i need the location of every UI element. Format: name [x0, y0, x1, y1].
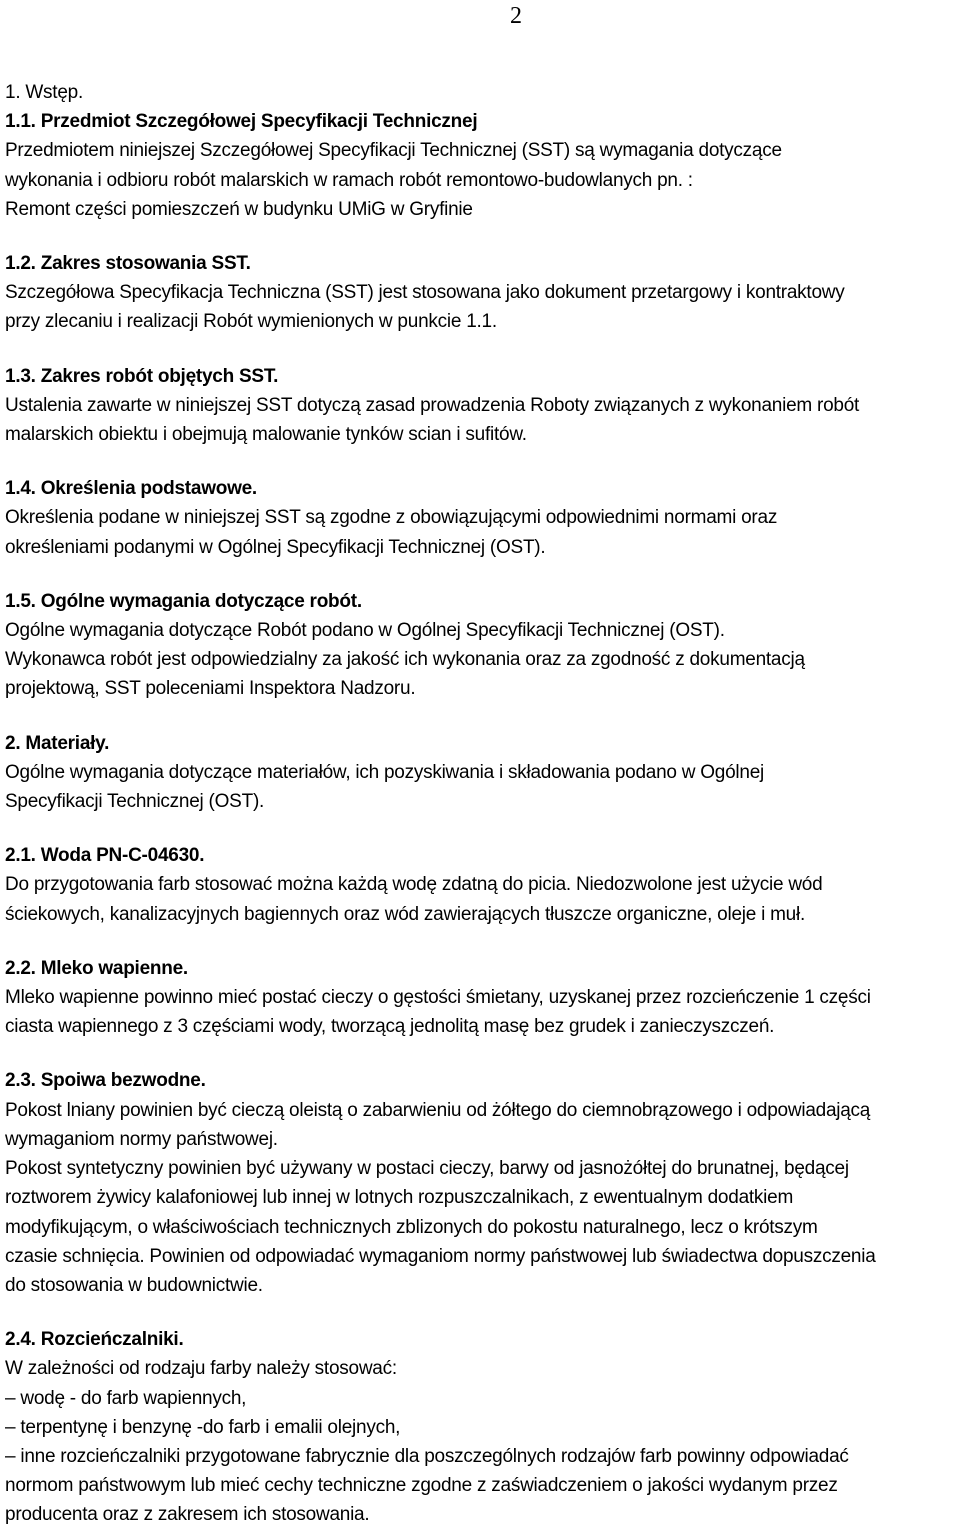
section-heading-1-2: 1.2. Zakres stosowania SST.	[5, 253, 251, 275]
section-heading-2-4: 2.4. Rozcieńczalniki.	[5, 1329, 184, 1351]
paragraph-line: Przedmiotem niniejszej Szczegółowej Specyfikacji Technicznej (SST) są wymagania dotyczące	[5, 140, 782, 162]
paragraph-line: Do przygotowania farb stosować można każdą wodę zdatną do picia. Niedozwolone jest użycie wód	[5, 874, 823, 896]
spacer	[5, 224, 957, 249]
paragraph-line: normom państwowym lub mieć cechy techniczne zgodne z zaświadczeniem o jakości wydanym przez	[5, 1475, 838, 1497]
section-heading-2-1: 2.1. Woda PN-C-04630.	[5, 845, 205, 867]
list-item: – wodę - do farb wapiennych,	[5, 1387, 247, 1409]
spacer	[5, 1300, 957, 1325]
section-heading-1-1: 1.1. Przedmiot Szczegółowej Specyfikacji Technicznej	[5, 111, 478, 133]
paragraph-line: projektową, SST poleceniami Inspektora Nadzoru.	[5, 678, 416, 700]
paragraph-line: producenta oraz z zakresem ich stosowania.	[5, 1504, 370, 1526]
spacer	[5, 1041, 957, 1066]
document-body	[5, 78, 957, 1530]
section-heading-2-2: 2.2. Mleko wapienne.	[5, 957, 188, 979]
paragraph-line: Mleko wapienne powinno mieć postać cieczy o gęstości śmietany, uzyskanej przez rozcieńczenie 1 części	[5, 987, 871, 1009]
document-page	[5, 0, 957, 1531]
paragraph-line: malarskich obiektu i obejmują malowanie tynków scian i sufitów.	[5, 424, 527, 446]
list-item: – inne rozcieńczalniki przygotowane fabrycznie dla poszczególnych rodzajów farb powinny odpowiadać	[5, 1445, 849, 1467]
section-heading-1-5: 1.5. Ogólne wymagania dotyczące robót.	[5, 590, 362, 612]
paragraph-line: ciasta wapiennego z 3 częściami wody, tworzącą jednolitą masę bez grudek i zanieczyszczeń.	[5, 1016, 775, 1038]
paragraph-line: Remont części pomieszczeń w budynku UMiG w Gryfinie	[5, 198, 473, 220]
paragraph-line: określeniami podanymi w Ogólnej Specyfikacji Technicznej (OST).	[5, 536, 546, 558]
paragraph-line: Ogólne wymagania dotyczące Robót podano w Ogólnej Specyfikacji Technicznej (OST).	[5, 620, 725, 642]
paragraph-line: Pokost syntetyczny powinien być używany w postaci cieczy, barwy od jasnożółtej do brunatnej, będącej	[5, 1158, 849, 1180]
section-heading-1-4: 1.4. Określenia podstawowe.	[5, 478, 257, 500]
section-heading-1: 1. Wstęp.	[5, 82, 83, 103]
paragraph-line: W zależności od rodzaju farby należy stosować:	[5, 1358, 397, 1380]
paragraph-line: roztworem żywicy kalafoniowej lub innej w lotnych rozpuszczalnikach, z ewentualnym dodatkiem	[5, 1187, 794, 1209]
section-heading-2-3: 2.3. Spoiwa bezwodne.	[5, 1070, 206, 1092]
section-heading-1-3: 1.3. Zakres robót objętych SST.	[5, 365, 279, 387]
list-item: – terpentynę i benzynę -do farb i emalii olejnych,	[5, 1416, 401, 1438]
paragraph-line: do stosowania w budownictwie.	[5, 1274, 263, 1296]
page-number: 2	[510, 3, 522, 29]
paragraph-line: przy zlecaniu i realizacji Robót wymienionych w punkcie 1.1.	[5, 311, 497, 333]
paragraph-line: ściekowych, kanalizacyjnych bagiennych oraz wód zawierających tłuszcze organiczne, oleje i muł.	[5, 903, 805, 925]
paragraph-line: czasie schnięcia. Powinien od odpowiadać wymaganiom normy państwowej lub świadectwa dopuszczenia	[5, 1245, 876, 1267]
paragraph-line: Ogólne wymagania dotyczące materiałów, ich pozyskiwania i składowania podano w Ogólnej	[5, 761, 764, 783]
paragraph-line: Specyfikacji Technicznej (OST).	[5, 791, 265, 813]
paragraph-line: wykonania i odbioru robót malarskich w ramach robót remontowo-budowlanych pn. :	[5, 169, 693, 191]
paragraph-line: modyfikującym, o właściwościach technicznych zblizonych do pokostu naturalnego, lecz o krótszym	[5, 1216, 818, 1238]
paragraph-line: Określenia podane w niniejszej SST są zgodne z obowiązującymi odpowiednimi normami oraz	[5, 507, 778, 529]
paragraph-line: Szczegółowa Specyfikacja Techniczna (SST) jest stosowana jako dokument przetargowy i kontraktowy	[5, 282, 845, 304]
spacer	[5, 562, 957, 587]
paragraph-line: Pokost lniany powinien być cieczą oleistą o zabarwieniu od żółtego do ciemnobrązowego i odpowiadającą	[5, 1099, 871, 1121]
spacer	[5, 704, 957, 729]
spacer	[5, 929, 957, 954]
paragraph-line: wymaganiom normy państwowej.	[5, 1128, 278, 1150]
paragraph-line: Ustalenia zawarte w niniejszej SST dotyczą zasad prowadzenia Roboty związanych z wykonaniem robót	[5, 394, 860, 416]
section-heading-2: 2. Materiały.	[5, 732, 110, 754]
spacer	[5, 449, 957, 474]
spacer	[5, 816, 957, 841]
paragraph-line: Wykonawca robót jest odpowiedzialny za jakość ich wykonania oraz za zgodność z dokumentacją	[5, 649, 805, 671]
spacer	[5, 337, 957, 362]
